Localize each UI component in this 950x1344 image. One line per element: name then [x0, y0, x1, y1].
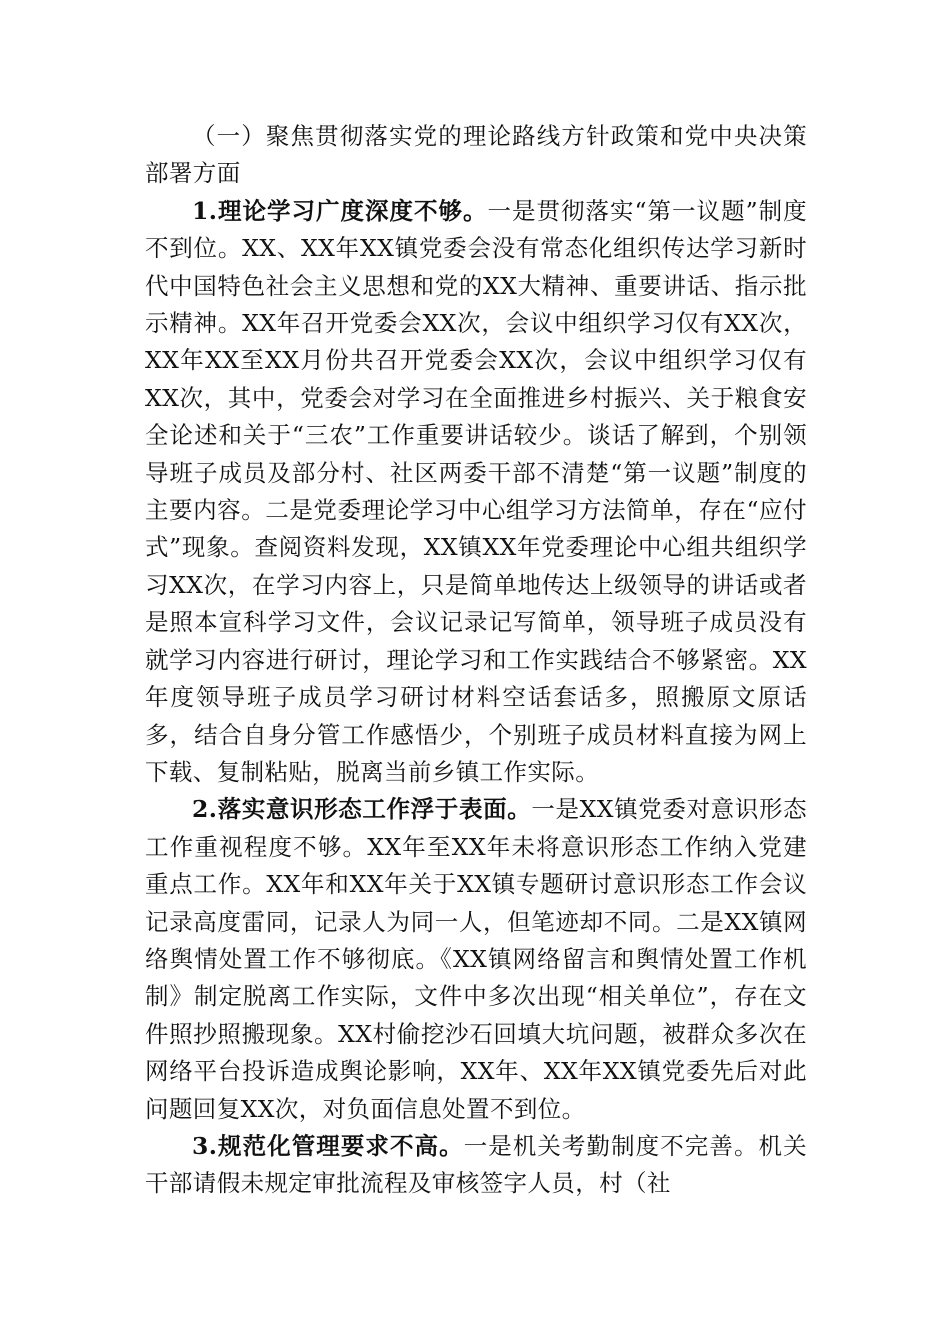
document-body: [145, 118, 807, 1203]
paragraph-1-lead: 1.理论学习广度深度不够。: [192, 196, 488, 225]
paragraph-2: [145, 791, 807, 1128]
paragraph-3-body: 一是机关考勤制度不完善。机关干部请假未规定审批流程及审核签字人员，村（社: [145, 1131, 807, 1198]
paragraph-3: [145, 1128, 807, 1203]
paragraph-3-lead: 3.规范化管理要求不高。: [192, 1131, 464, 1160]
paragraph-1: [145, 193, 807, 792]
section-heading-text: （一）聚焦贯彻落实党的理论路线方针政策和党中央决策部署方面: [145, 122, 807, 188]
paragraph-2-body: 一是XX镇党委对意识形态工作重视程度不够。XX年至XX年未将意识形态工作纳入党建重点工作。XX年和XX年关于XX镇专题研讨意识形态工作会议记录高度雷同，记录人为同一人，但笔迹却不同。二是XX镇网络舆情处置工作不够彻底。《XX镇网络留言和舆情处置工作机制》制定脱离工作实际，文件中多次出现“相关单位”，存在文件照抄照搬现象。XX村偷挖沙石回填大坑问题，被群众多次在网络平台投诉造成舆论影响，XX年、XX年XX镇党委先后对此问题回复XX次，对负面信息处置不到位。: [145, 795, 807, 1123]
paragraph-2-lead: 2.落实意识形态工作浮于表面。: [192, 795, 532, 824]
paragraph-1-body: 一是贯彻落实“第一议题”制度不到位。XX、XX年XX镇党委会没有常态化组织传达学习新时代中国特色社会主义思想和党的XX大精神、重要讲话、指示批示精神。XX年召开党委会XX次，会议中组织学习仅有XX次，XX年XX至XX月份共召开党委会XX次，会议中组织学习仅有XX次，其中，党委会对学习在全面推进乡村振兴、关于粮食安全论述和关于“三农”工作重要讲话较少。谈话了解到，个别领导班子成员及部分村、社区两委干部不清楚“第一议题”制度的主要内容。二是党委理论学习中心组学习方法简单，存在“应付式”现象。查阅资料发现，XX镇XX年党委理论中心组共组织学习XX次，在学习内容上，只是简单地传达上级领导的讲话或者是照本宣科学习文件，会议记录记写简单，领导班子成员没有就学习内容进行研讨，理论学习和工作实践结合不够紧密。XX年度领导班子成员学习研讨材料空话套话多，照搬原文原话多，结合自身分管工作感悟少，个别班子成员材料直接为网上下载、复制粘贴，脱离当前乡镇工作实际。: [145, 196, 807, 786]
section-heading: [145, 118, 807, 193]
